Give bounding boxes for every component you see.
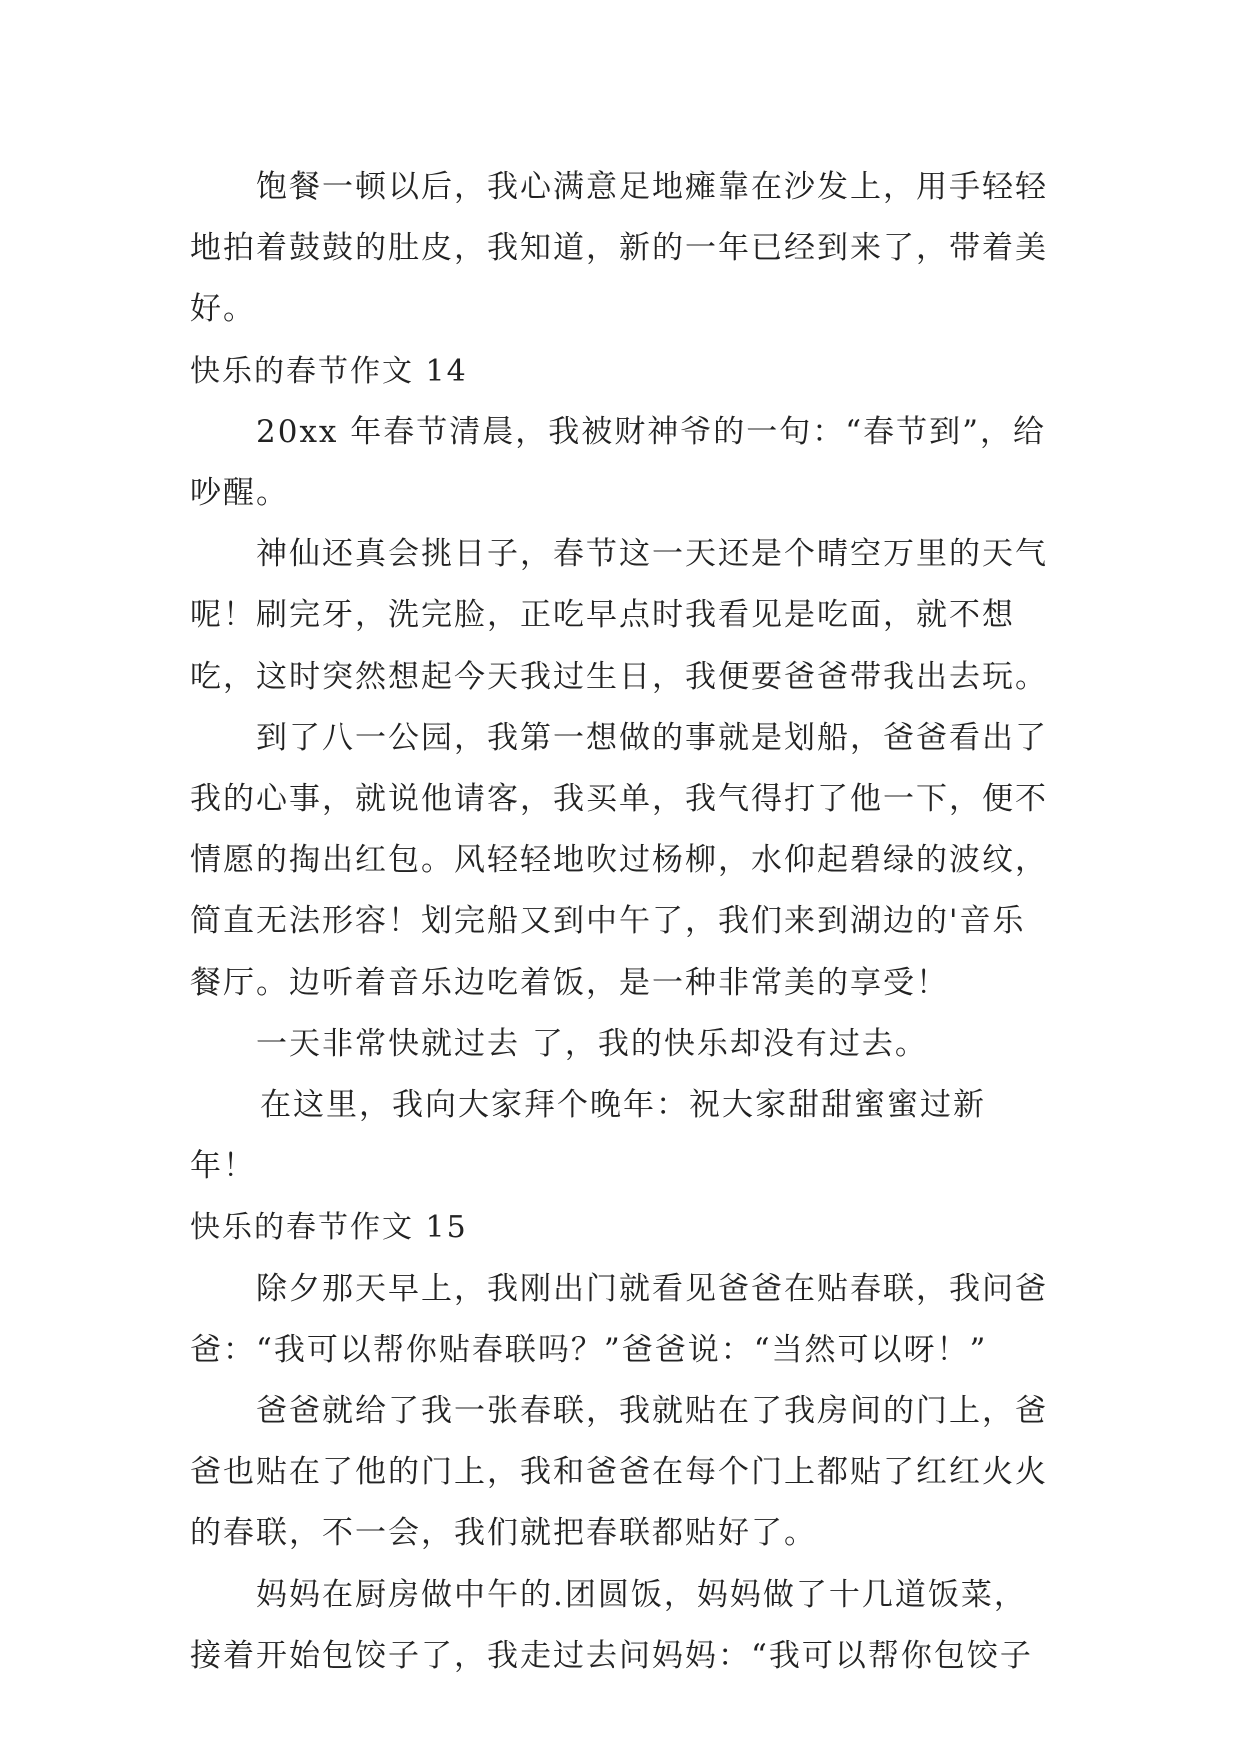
section-heading: 快乐的春节作文 14 [190,353,468,389]
paragraph: 在这里，我向大家拜个晚年：祝大家甜甜蜜蜜过新年！ [190,1087,986,1185]
paragraph: 妈妈在厨房做中午的.团圆饭，妈妈做了十几道饭菜，接着开始包饺子了，我走过去问妈妈：“我可以帮你包饺子 [190,1576,1033,1674]
paragraph: 饱餐一顿以后，我心满意足地瘫靠在沙发上，用手轻轻地拍着鼓鼓的肚皮，我知道，新的一年已经到来了，带着美好。 [190,169,1048,328]
paragraph: 到了八一公园，我第一想做的事就是划船，爸爸看出了我的心事，就说他请客，我买单，我气得打了他一下，便不情愿的掏出红包。风轻轻地吹过杨柳，水仰起碧绿的波纹，简直无法形容！划完船又到中午了，我们来到湖边的'音乐餐厅。边听着音乐边吃着饭，是一种非常美的享受！ [190,719,1048,1001]
paragraph: 爸爸就给了我一张春联，我就贴在了我房间的门上，爸爸也贴在了他的门上，我和爸爸在每个门上都贴了红红火火的春联，不一会，我们就把春联都贴好了。 [190,1393,1048,1552]
section-heading: 快乐的春节作文 15 [190,1210,468,1246]
paragraph: 除夕那天早上，我刚出门就看见爸爸在贴春联，我问爸爸：“我可以帮你贴春联吗？”爸爸说：“当然可以呀！” [190,1270,1048,1368]
document-body [190,157,1050,1687]
paragraph: 神仙还真会挑日子，春节这一天还是个晴空万里的天气呢！刷完牙，洗完脸，正吃早点时我看见是吃面，就不想吃，这时突然想起今天我过生日，我便要爸爸带我出去玩。 [190,536,1048,695]
paragraph: 一天非常快就过去 了，我的快乐却没有过去。 [256,1025,928,1062]
paragraph: 20xx 年春节清晨，我被财神爷的一句：“春节到”，给吵醒。 [190,413,1046,512]
